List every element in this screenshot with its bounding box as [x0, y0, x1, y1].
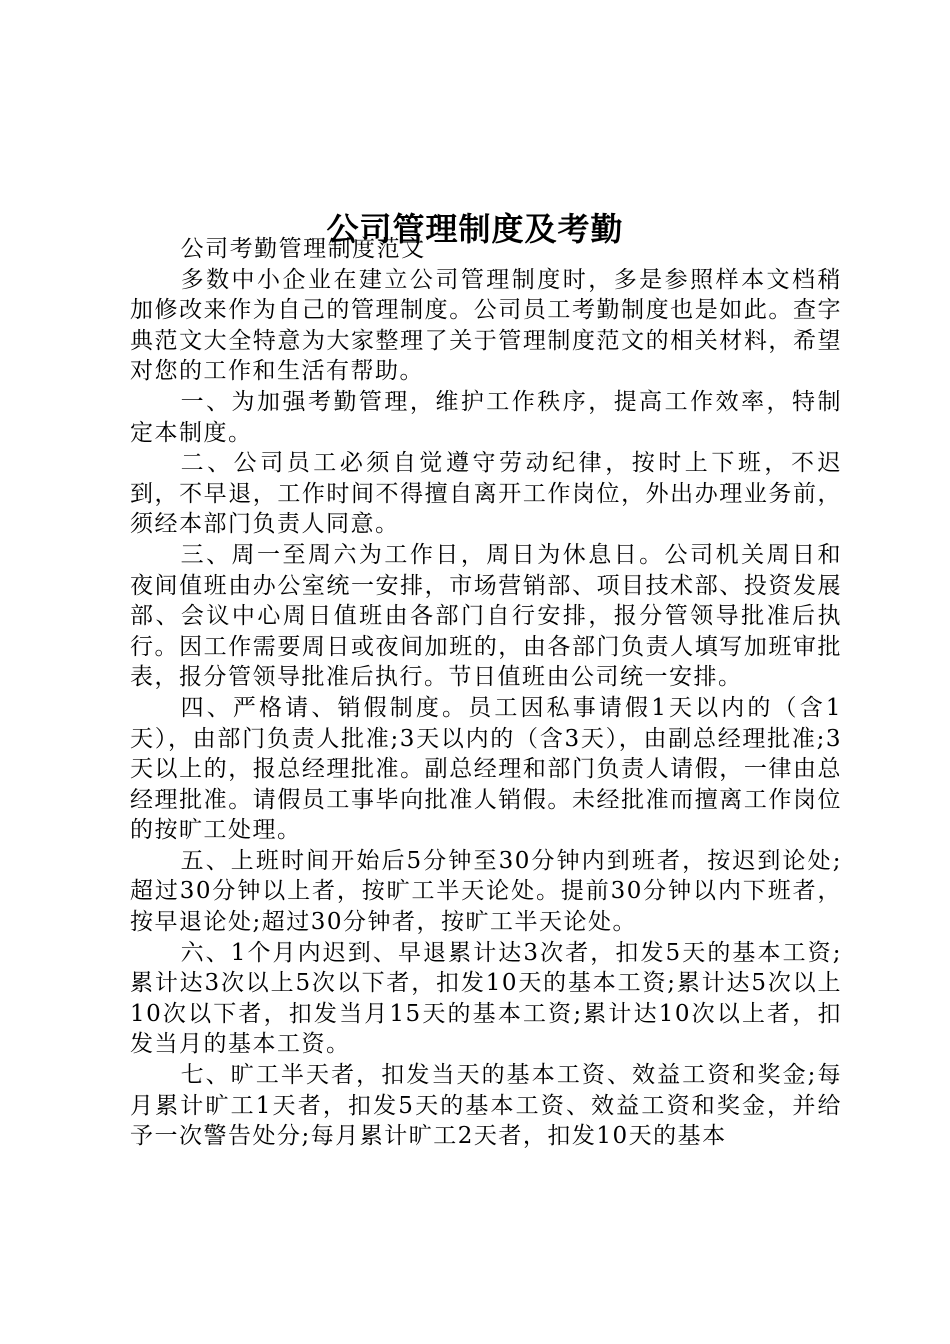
clause-1-paragraph: 一、为加强考勤管理，维护工作秩序，提高工作效率，特制定本制度。 — [130, 388, 842, 446]
clause-5-paragraph: 五、上班时间开始后5分钟至30分钟内到班者，按迟到论处;超过30分钟以上者，按旷工半天论处。提前30分钟以内下班者，按早退论处;超过30分钟者，按旷工半天论处。 — [130, 847, 842, 936]
clause-2-paragraph: 二、公司员工必须自觉遵守劳动纪律，按时上下班，不迟到，不早退，工作时间不得擅自离开工作岗位，外出办理业务前，须经本部门负责人同意。 — [130, 450, 842, 538]
document-subtitle: 公司考勤管理制度范文 — [180, 236, 426, 262]
clause-6-paragraph: 六、1个月内迟到、早退累计达3次者，扣发5天的基本工资;累计达3次以上5次以下者，扣发10天的基本工资;累计达5次以上10次以下者，扣发当月15天的基本工资;累计达10次以上者，扣发当月的基本工资。 — [130, 939, 842, 1058]
document-body — [130, 234, 842, 1152]
intro-paragraph: 多数中小企业在建立公司管理制度时，多是参照样本文档稍加修改来作为自己的管理制度。公司员工考勤制度也是如此。查字典范文大全特意为大家整理了关于管理制度范文的相关材料，希望对您的工作和生活有帮助。 — [130, 266, 842, 385]
document-title: 公司管理制度及考勤 — [326, 210, 624, 249]
clause-7-paragraph: 七、旷工半天者，扣发当天的基本工资、效益工资和奖金;每月累计旷工1天者，扣发5天的基本工资、效益工资和奖金，并给予一次警告处分;每月累计旷工2天者，扣发10天的基本 — [130, 1062, 842, 1150]
clause-4-paragraph: 四、严格请、销假制度。员工因私事请假1天以内的（含1天），由部门负责人批准;3天以内的（含3天），由副总经理批准;3天以上的，报总经理批准。副总经理和部门负责人请假，一律由总经理批准。请假员工事毕向批准人销假。未经批准而擅离工作岗位的按旷工处理。 — [130, 694, 842, 844]
clause-3-paragraph: 三、周一至周六为工作日，周日为休息日。公司机关周日和夜间值班由办公室统一安排，市场营销部、项目技术部、投资发展部、会议中心周日值班由各部门自行安排，报分管领导批准后执行。因工作需要周日或夜间加班的，由各部门负责人填写加班审批表，报分管领导批准后执行。节日值班由公司统一安排。 — [130, 541, 842, 691]
